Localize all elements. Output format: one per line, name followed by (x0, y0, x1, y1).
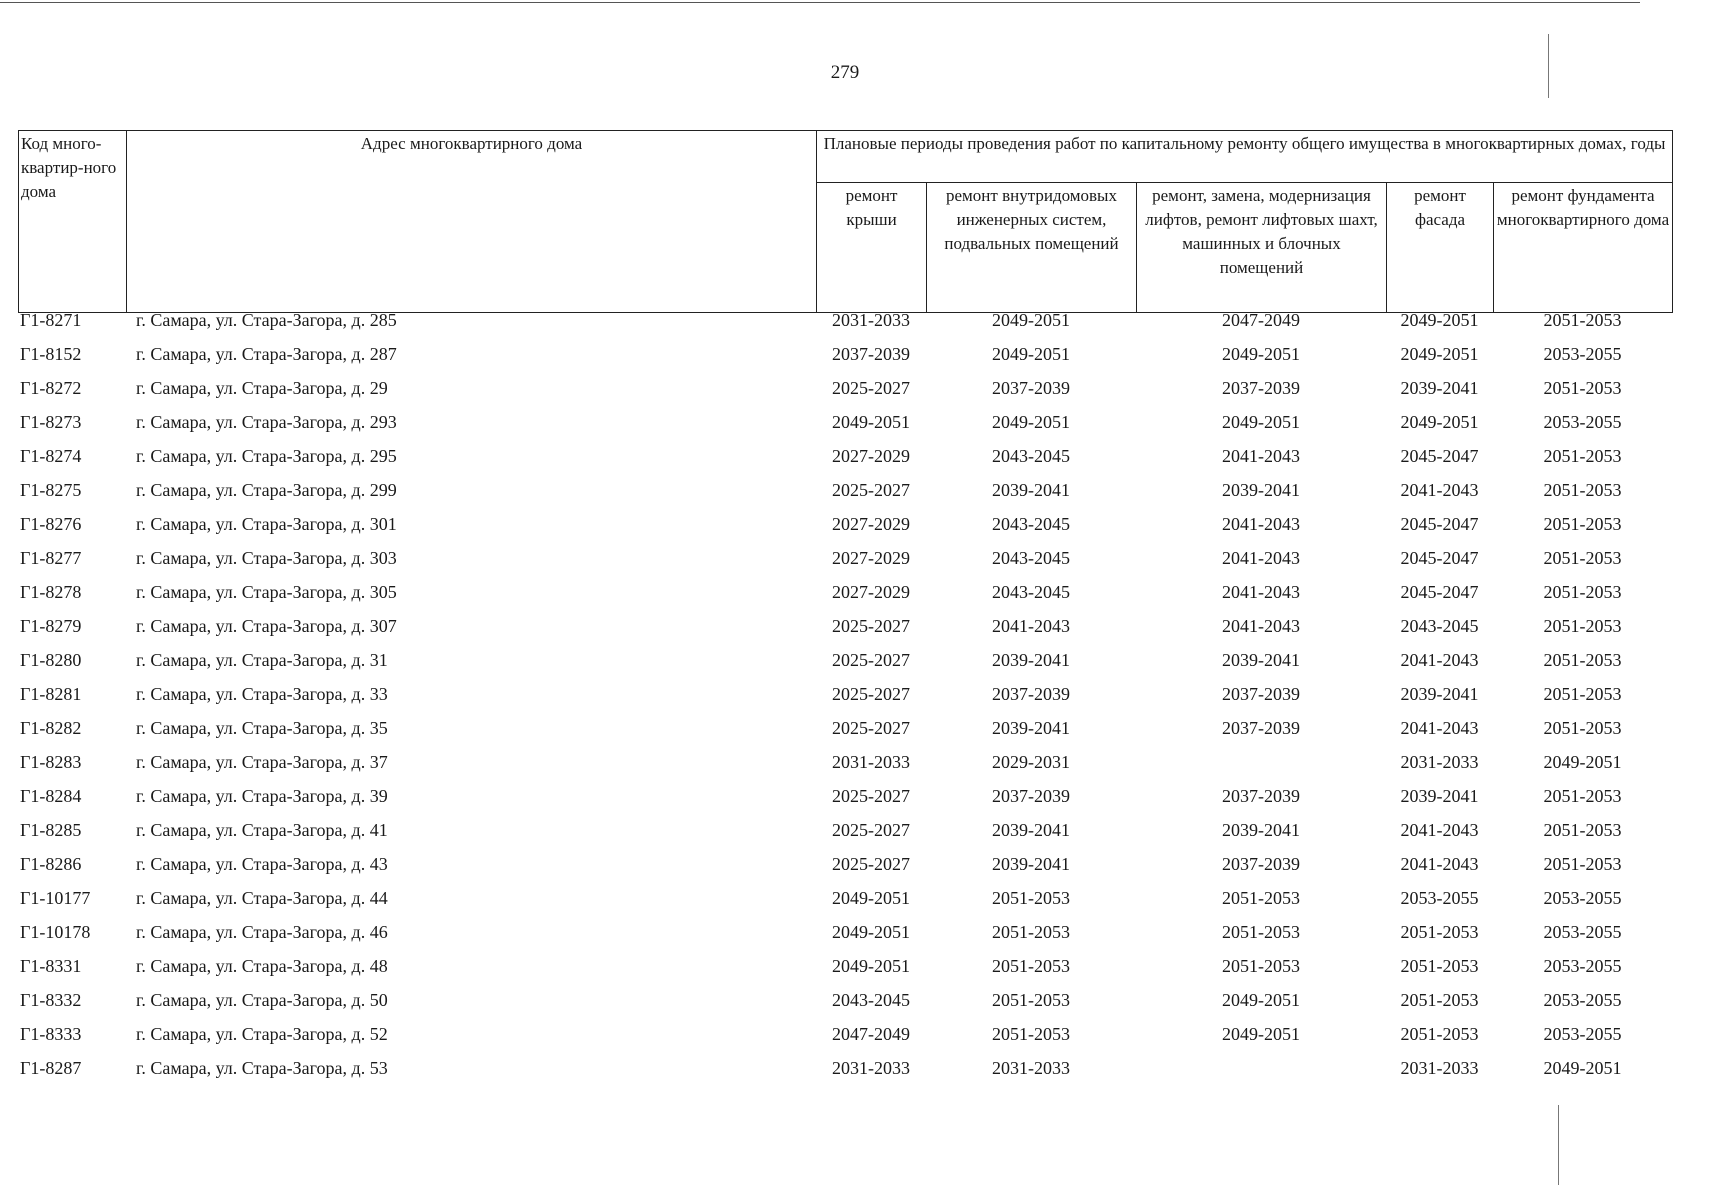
header-foundation: ремонт фундамента многоквартирного дома (1494, 183, 1673, 313)
cell-address: г. Самара, ул. Стара-Загора, д. 31 (136, 650, 388, 670)
cell-roof: 2031-2033 (832, 310, 910, 330)
cell-facade: 2045-2047 (1400, 582, 1479, 602)
cell-systems: 2051-2053 (992, 922, 1070, 942)
cell-code: Г1-8275 (20, 480, 82, 500)
cell-foundation: 2053-2055 (1543, 888, 1622, 908)
cell-roof: 2025-2027 (832, 616, 910, 636)
table-row (18, 582, 1672, 616)
cell-systems: 2039-2041 (992, 820, 1070, 840)
cell-foundation: 2051-2053 (1543, 820, 1622, 840)
cell-elevators: 2047-2049 (1222, 310, 1300, 330)
cell-roof: 2037-2039 (832, 344, 910, 364)
cell-code: Г1-8280 (20, 650, 82, 670)
top-rule (0, 2, 1640, 3)
cell-foundation: 2051-2053 (1543, 514, 1622, 534)
cell-code: Г1-8276 (20, 514, 82, 534)
cell-systems: 2043-2045 (992, 514, 1070, 534)
table-row (18, 922, 1672, 956)
cell-elevators: 2049-2051 (1222, 1024, 1300, 1044)
table-row (18, 888, 1672, 922)
cell-roof: 2047-2049 (832, 1024, 910, 1044)
cell-code: Г1-8277 (20, 548, 82, 568)
cell-elevators: 2037-2039 (1222, 684, 1300, 704)
cell-code: Г1-8282 (20, 718, 82, 738)
header-facade: ремонт фасада (1387, 183, 1494, 313)
cell-foundation: 2053-2055 (1543, 1024, 1622, 1044)
cell-facade: 2051-2053 (1400, 922, 1479, 942)
cell-foundation: 2053-2055 (1543, 344, 1622, 364)
cell-roof: 2049-2051 (832, 922, 910, 942)
cell-roof: 2043-2045 (832, 990, 910, 1010)
table-row (18, 854, 1672, 888)
cell-address: г. Самара, ул. Стара-Загора, д. 305 (136, 582, 397, 602)
table-row (18, 650, 1672, 684)
cell-address: г. Самара, ул. Стара-Загора, д. 39 (136, 786, 388, 806)
table-row (18, 378, 1672, 412)
cell-roof: 2025-2027 (832, 820, 910, 840)
cell-systems: 2037-2039 (992, 786, 1070, 806)
cell-roof: 2049-2051 (832, 888, 910, 908)
cell-facade: 2049-2051 (1400, 412, 1479, 432)
cell-systems: 2031-2033 (992, 1058, 1070, 1078)
cell-roof: 2031-2033 (832, 1058, 910, 1078)
cell-address: г. Самара, ул. Стара-Загора, д. 29 (136, 378, 388, 398)
cell-address: г. Самара, ул. Стара-Загора, д. 301 (136, 514, 397, 534)
cell-systems: 2051-2053 (992, 990, 1070, 1010)
cell-code: Г1-8271 (20, 310, 82, 330)
cell-facade: 2043-2045 (1400, 616, 1479, 636)
cell-code: Г1-10177 (20, 888, 91, 908)
cell-address: г. Самара, ул. Стара-Загора, д. 46 (136, 922, 388, 942)
cell-address: г. Самара, ул. Стара-Загора, д. 43 (136, 854, 388, 874)
margin-mark-top (1548, 34, 1549, 98)
table-row (18, 990, 1672, 1024)
cell-roof: 2027-2029 (832, 446, 910, 466)
table-row (18, 480, 1672, 514)
cell-foundation: 2051-2053 (1543, 718, 1622, 738)
cell-facade: 2051-2053 (1400, 956, 1479, 976)
cell-facade: 2053-2055 (1400, 888, 1479, 908)
cell-foundation: 2049-2051 (1543, 752, 1622, 772)
cell-facade: 2041-2043 (1400, 480, 1479, 500)
cell-elevators: 2049-2051 (1222, 990, 1300, 1010)
cell-elevators: 2049-2051 (1222, 412, 1300, 432)
cell-address: г. Самара, ул. Стара-Загора, д. 287 (136, 344, 397, 364)
cell-systems: 2039-2041 (992, 480, 1070, 500)
cell-foundation: 2051-2053 (1543, 480, 1622, 500)
cell-address: г. Самара, ул. Стара-Загора, д. 295 (136, 446, 397, 466)
cell-code: Г1-8287 (20, 1058, 82, 1078)
cell-roof: 2027-2029 (832, 548, 910, 568)
cell-code: Г1-8281 (20, 684, 82, 704)
cell-elevators: 2039-2041 (1222, 480, 1300, 500)
cell-elevators: 2041-2043 (1222, 582, 1300, 602)
cell-code: Г1-8273 (20, 412, 82, 432)
table-row (18, 344, 1672, 378)
cell-roof: 2025-2027 (832, 786, 910, 806)
table-row (18, 684, 1672, 718)
cell-elevators: 2041-2043 (1222, 514, 1300, 534)
cell-facade: 2051-2053 (1400, 1024, 1479, 1044)
cell-facade: 2049-2051 (1400, 344, 1479, 364)
cell-systems: 2039-2041 (992, 718, 1070, 738)
cell-elevators: 2041-2043 (1222, 616, 1300, 636)
cell-code: Г1-8272 (20, 378, 82, 398)
data-table (18, 310, 1672, 1092)
cell-systems: 2049-2051 (992, 344, 1070, 364)
table-row (18, 956, 1672, 990)
cell-foundation: 2051-2053 (1543, 616, 1622, 636)
cell-elevators (1136, 752, 1386, 786)
cell-address: г. Самара, ул. Стара-Загора, д. 53 (136, 1058, 388, 1078)
header-systems: ремонт внутридомовых инженерных систем, подвальных помещений (927, 183, 1137, 313)
cell-roof: 2027-2029 (832, 514, 910, 534)
cell-facade: 2041-2043 (1400, 820, 1479, 840)
cell-code: Г1-8332 (20, 990, 82, 1010)
cell-systems: 2029-2031 (992, 752, 1070, 772)
cell-facade: 2049-2051 (1400, 310, 1479, 330)
cell-code: Г1-8284 (20, 786, 82, 806)
cell-elevators: 2051-2053 (1222, 888, 1300, 908)
table-row (18, 1024, 1672, 1058)
cell-systems: 2043-2045 (992, 548, 1070, 568)
cell-foundation: 2051-2053 (1543, 446, 1622, 466)
cell-elevators: 2041-2043 (1222, 446, 1300, 466)
cell-address: г. Самара, ул. Стара-Загора, д. 285 (136, 310, 397, 330)
cell-address: г. Самара, ул. Стара-Загора, д. 50 (136, 990, 388, 1010)
cell-code: Г1-8333 (20, 1024, 82, 1044)
cell-elevators: 2037-2039 (1222, 786, 1300, 806)
cell-foundation: 2051-2053 (1543, 582, 1622, 602)
cell-facade: 2051-2053 (1400, 990, 1479, 1010)
cell-foundation: 2053-2055 (1543, 956, 1622, 976)
cell-systems: 2043-2045 (992, 582, 1070, 602)
cell-code: Г1-8279 (20, 616, 82, 636)
cell-code: Г1-8278 (20, 582, 82, 602)
cell-roof: 2025-2027 (832, 378, 910, 398)
cell-address: г. Самара, ул. Стара-Загора, д. 41 (136, 820, 388, 840)
header-elevators: ремонт, замена, модернизация лифтов, ремонт лифтовых шахт, машинных и блочных помещений (1137, 183, 1387, 313)
cell-address: г. Самара, ул. Стара-Загора, д. 303 (136, 548, 397, 568)
cell-elevators: 2037-2039 (1222, 854, 1300, 874)
cell-systems: 2041-2043 (992, 616, 1070, 636)
cell-systems: 2049-2051 (992, 310, 1070, 330)
cell-foundation: 2051-2053 (1543, 378, 1622, 398)
cell-foundation: 2051-2053 (1543, 548, 1622, 568)
cell-facade: 2039-2041 (1400, 378, 1479, 398)
cell-systems: 2051-2053 (992, 888, 1070, 908)
cell-elevators: 2039-2041 (1222, 650, 1300, 670)
cell-elevators (1136, 1058, 1386, 1092)
header-roof: ремонт крыши (817, 183, 927, 313)
page-number: 279 (830, 62, 860, 83)
cell-address: г. Самара, ул. Стара-Загора, д. 48 (136, 956, 388, 976)
cell-foundation: 2053-2055 (1543, 990, 1622, 1010)
cell-foundation: 2049-2051 (1543, 1058, 1622, 1078)
cell-systems: 2049-2051 (992, 412, 1070, 432)
cell-code: Г1-8331 (20, 956, 82, 976)
cell-roof: 2049-2051 (832, 956, 910, 976)
cell-elevators: 2051-2053 (1222, 922, 1300, 942)
cell-roof: 2025-2027 (832, 480, 910, 500)
cell-foundation: 2053-2055 (1543, 922, 1622, 942)
cell-systems: 2039-2041 (992, 650, 1070, 670)
cell-foundation: 2051-2053 (1543, 684, 1622, 704)
cell-code: Г1-8274 (20, 446, 82, 466)
cell-address: г. Самара, ул. Стара-Загора, д. 52 (136, 1024, 388, 1044)
cell-facade: 2039-2041 (1400, 786, 1479, 806)
cell-facade: 2041-2043 (1400, 718, 1479, 738)
cell-address: г. Самара, ул. Стара-Загора, д. 37 (136, 752, 388, 772)
cell-elevators: 2037-2039 (1222, 718, 1300, 738)
cell-facade: 2045-2047 (1400, 514, 1479, 534)
cell-facade: 2031-2033 (1400, 1058, 1479, 1078)
cell-elevators: 2037-2039 (1222, 378, 1300, 398)
cell-foundation: 2051-2053 (1543, 310, 1622, 330)
cell-code: Г1-8283 (20, 752, 82, 772)
cell-facade: 2045-2047 (1400, 548, 1479, 568)
cell-elevators: 2051-2053 (1222, 956, 1300, 976)
table-row (18, 718, 1672, 752)
cell-systems: 2051-2053 (992, 956, 1070, 976)
header-address: Адрес многоквартирного дома (127, 131, 817, 313)
cell-systems: 2037-2039 (992, 684, 1070, 704)
cell-code: Г1-8152 (20, 344, 82, 364)
table-row (18, 310, 1672, 344)
cell-address: г. Самара, ул. Стара-Загора, д. 35 (136, 718, 388, 738)
cell-foundation: 2053-2055 (1543, 412, 1622, 432)
cell-elevators: 2049-2051 (1222, 344, 1300, 364)
cell-foundation: 2051-2053 (1543, 854, 1622, 874)
header-code: Код много-квартир-ного дома (19, 131, 127, 313)
table-row (18, 412, 1672, 446)
cell-address: г. Самара, ул. Стара-Загора, д. 299 (136, 480, 397, 500)
margin-mark-bottom (1558, 1105, 1559, 1185)
cell-roof: 2025-2027 (832, 684, 910, 704)
cell-code: Г1-10178 (20, 922, 91, 942)
cell-elevators: 2039-2041 (1222, 820, 1300, 840)
cell-address: г. Самара, ул. Стара-Загора, д. 44 (136, 888, 388, 908)
header-periods-group: Плановые периоды проведения работ по капитальному ремонту общего имущества в многоквартирных домах, годы (817, 131, 1673, 183)
cell-systems: 2037-2039 (992, 378, 1070, 398)
cell-roof: 2025-2027 (832, 854, 910, 874)
table-row (18, 616, 1672, 650)
cell-roof: 2025-2027 (832, 718, 910, 738)
cell-facade: 2045-2047 (1400, 446, 1479, 466)
cell-roof: 2025-2027 (832, 650, 910, 670)
table-row (18, 752, 1672, 786)
cell-systems: 2039-2041 (992, 854, 1070, 874)
table-row (18, 446, 1672, 480)
table-row (18, 548, 1672, 582)
cell-code: Г1-8286 (20, 854, 82, 874)
cell-address: г. Самара, ул. Стара-Загора, д. 33 (136, 684, 388, 704)
table-row (18, 514, 1672, 548)
cell-facade: 2041-2043 (1400, 650, 1479, 670)
cell-address: г. Самара, ул. Стара-Загора, д. 307 (136, 616, 397, 636)
cell-systems: 2043-2045 (992, 446, 1070, 466)
cell-code: Г1-8285 (20, 820, 82, 840)
cell-facade: 2031-2033 (1400, 752, 1479, 772)
table-row (18, 1058, 1672, 1092)
table-row (18, 820, 1672, 854)
table-header (18, 130, 1673, 313)
cell-facade: 2039-2041 (1400, 684, 1479, 704)
cell-address: г. Самара, ул. Стара-Загора, д. 293 (136, 412, 397, 432)
cell-elevators: 2041-2043 (1222, 548, 1300, 568)
cell-roof: 2031-2033 (832, 752, 910, 772)
cell-roof: 2049-2051 (832, 412, 910, 432)
cell-facade: 2041-2043 (1400, 854, 1479, 874)
cell-foundation: 2051-2053 (1543, 650, 1622, 670)
cell-systems: 2051-2053 (992, 1024, 1070, 1044)
table-row (18, 786, 1672, 820)
cell-foundation: 2051-2053 (1543, 786, 1622, 806)
cell-roof: 2027-2029 (832, 582, 910, 602)
